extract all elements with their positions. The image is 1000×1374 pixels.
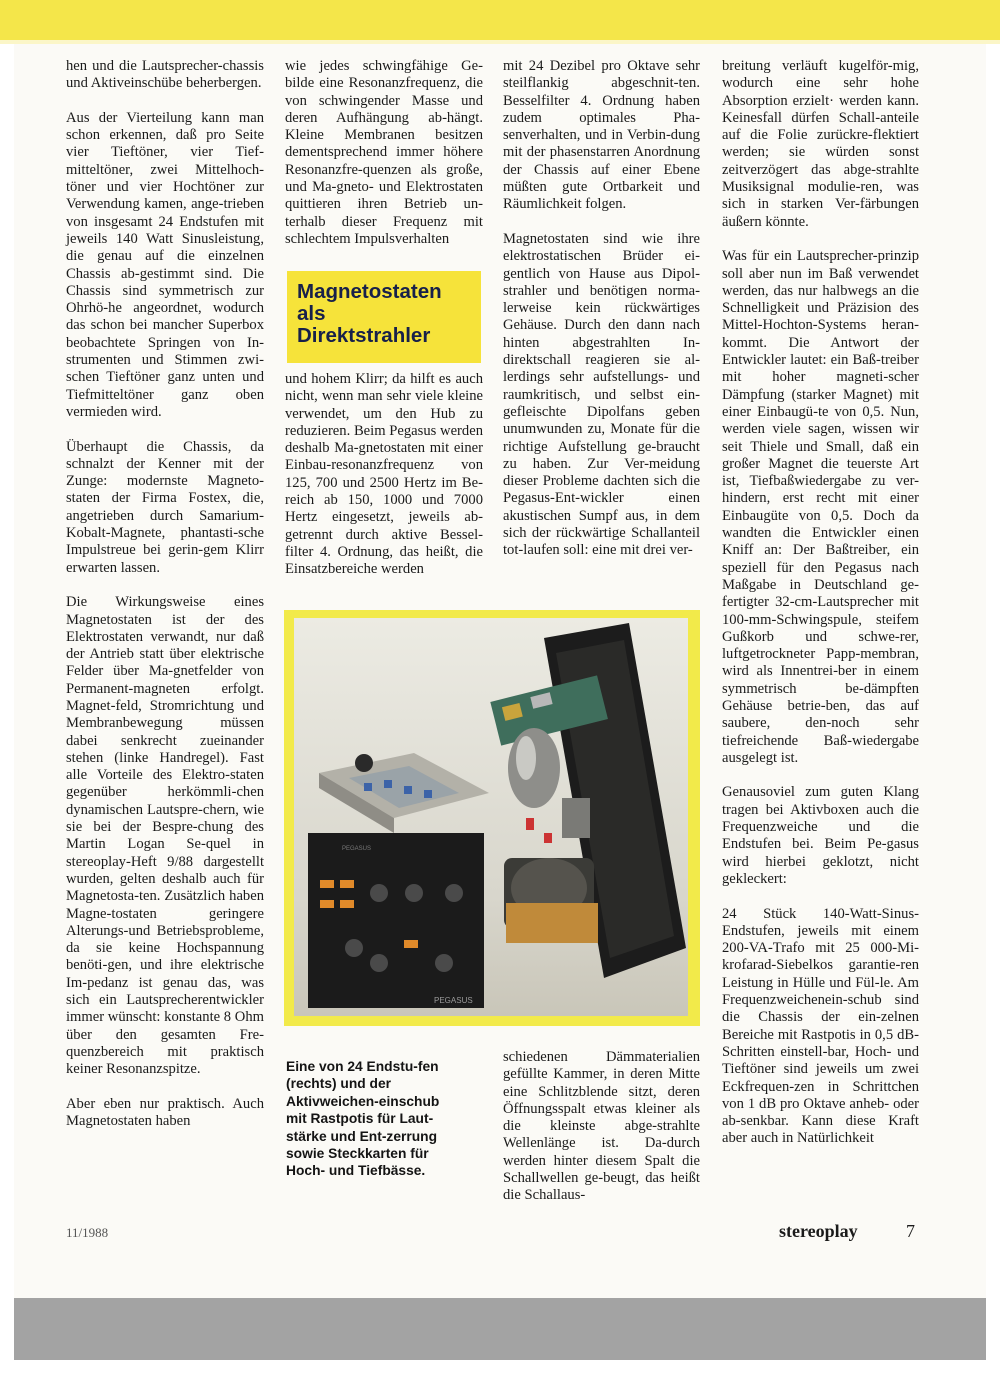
photo-caption: Eine von 24 Endstu-fen (rechts) und der Aktivweichen-einschub mit Rastpotis für Laut-stärke und Ent-zerrung sowie Steckkarten für Hoch- und Tiefbässe. (286, 1059, 440, 1179)
paragraph: Was für ein Lautsprecher-prinzip soll aber nun im Baß verwendet werden, das nur halbwegs an die Schnelligkeit und Präzision des Mittel-Hochton-Systems heran-kommt. Die Antwort der Entwickler lautet: ein Baß-treiber mit hoher magneti-scher Dämpfung (starker Magnet) mit einer Einbaugü-te von 0,5. Nun, werden viele sagen, wissen wir seit Thiele und Small, daß ein großer Magnet die teuerste Art ist, Tiefbaßwiedergabe zu ver-hindern, erst recht mit einer Einbaugüte von 0,5. Doch da wandten die Entwickler einen Kniff an: Der Baßtreiber, ein speziell für den Pegasus nach Maßgabe in Deutschland ge-fertigter 32-cm-Lautsprecher mit 100-mm-Schwingspule, steifem Gußkorb und schwe-rer, luftgetrockneter Papp-membran, wird als Innentrei-ber in einem symmetrisch be-dämpften Gehäuse betrie-ben, das auf saubere, den-noch sehr tiefreichende Baß-wiedergabe ausgelegt ist. (722, 248, 919, 766)
paragraph: hen und die Lautsprecher-chassis und Aktiveinschübe beherbergen. (66, 58, 264, 92)
paragraph: 24 Stück 140-Watt-Sinus-Endstufen, jeweils mit einem 200-VA-Trafo mit 25 000-Mi-krofarad-Siebelkos garantie-ren Leistung in Hülle und Fül-le. Am Frequenzweichenein-schub sind die Chassis der ein-zelnen Bereiche mit Rastpotis in 0,5 dB-Schritten einstell-bar, Hoch- und Tieftöner sind jeweils um zwei Eckfrequen-zen in Schrittchen von 1 dB pro Oktave anheb- oder ab-senkbar. Kann diese Kraft aber auch in Natürlichkeit (722, 905, 919, 1147)
subheading-box (287, 271, 481, 363)
text-column-2-top (285, 58, 483, 266)
paragraph: mit 24 Dezibel pro Oktave sehr steilflankig abgeschnit-ten. Besselfilter 4. Ordnung haben zudem optimales Pha-senverhalten, und in Verbin-dung mit der phasenstarren Anordnung der Chassis auf einer Ebene müßten gute Ortbarkeit und Räumlichkeit folgen. (503, 58, 700, 213)
led-indicator (320, 880, 334, 888)
top-color-band (0, 0, 1000, 40)
subheading-line: als (297, 302, 326, 325)
product-photo (294, 618, 688, 1016)
paragraph: Magnetostaten sind wie ihre elektrostatischen Brüder ei-gentlich von Hause aus Dipol-strahler und benötigen norma-lerweise kein rückwärtiges Gehäuse. Durch den dann nach hinten abgestrahlten In-direktschall reagieren sie al-lerdings sehr aufstellungs- und raumkritisch, und selbst ein-gefleischte Dipolfans geben unumwunden zu, Monate für die richtige Aufstellung ge-braucht zu haben. Zur Ver-meidung dieser Probleme dachten sich die Pegasus-Ent-wickler einen akustischen Sumpf aus, in dem sich der rückwärtige Schallanteil tot-laufen soll: eine mit drei ver- (503, 230, 700, 559)
page-number: 7 (906, 1221, 915, 1241)
panel-brand-label: PEGASUS (434, 996, 473, 1005)
paragraph: Die Wirkungsweise eines Magnetostaten ist der des Elektrostaten verwandt, nur daß der Antrieb statt über elektrische Felder über Ma-gnetfelder von Permanent-magneten erfolgt. Magnet-feld, Stromrichtung und Membranbewegung müssen dabei senkrecht zueinander stehen (linke Handregel). Fast alle Vorteile des Elektro-staten gegenüber herkömmli-chen dynamischen Lautspre-chern, wie sie bei der Bespre-chung des Martin Logan Se-quel in stereoplay-Heft 9/88 dargestellt wurden, gelten deshalb auch für Magnetosta-ten. Zusätzlich haben Magne-tostaten geringere Alterungs-und Betriebsprobleme, da sie keine Hochspannung benöti-gen, und ihre elektrische Im-pedanz ist genau das, was sich ein Lautsprecherentwickler immer wünscht: konstante 8 Ohm über den gesamten Fre-quenzbereich mit praktisch keiner Resonanzspitze. (66, 594, 264, 1078)
text-column-2-bottom (285, 371, 483, 596)
paragraph: Überhaupt die Chassis, da schnalzt der Kenner mit der Zunge: modernste Magneto-staten der Firma Fostex, die, angetrieben durch Samarium-Kobalt-Magnete, phantasti-sche Impulstreue bei gerin-gem Klirr erwarten lassen. (66, 438, 264, 576)
paragraph: wie jedes schwingfähige Ge-bilde eine Resonanzfrequenz, die von schwingender Masse und deren Aufhängung ab-hängt. Kleine Membranen besitzen dementsprechend immer höhere Resonanzfre-quenzen als große, und Ma-gneto- und Elektrostaten quittieren ihren Betrieb un-terhalb dieser Frequenz mit schlechtem Impulsverhalten (285, 58, 483, 247)
paragraph: Aber eben nur praktisch. Auch Magnetostaten haben (66, 1095, 264, 1130)
crossover-front-panel (308, 833, 484, 1008)
paragraph: schiedenen Dämmaterialien gefüllte Kammer, in deren Mitte eine Schlitzblende sitzt, deren Öffnungsspalt etwas kleiner als die kleinste abge-strahlte Wellenlänge ist. Da-durch werden hinter diesem Spalt die Schallwellen ge-beugt, das heißt die Schallaus- (503, 1049, 700, 1204)
panel-header-label: PEGASUS (342, 846, 372, 852)
paragraph: und hohem Klirr; da hilft es auch nicht, wenn man sehr viele kleine verwendet, um den Hub zu reduzieren. Beim Pegasus werden deshalb Ma-gnetostaten mit einer Einbau-resonanzfrequenz von 125, 700 und 2500 Hertz im Be-reich ab 150, 1000 und 7000 Hertz eingesetzt, jeweils ab-getrennt durch aktive Bessel-filter 4. Ordnung, das heißt, die Einsatzbereiche werden (285, 371, 483, 578)
paragraph: Aus der Vierteilung kann man schon erkennen, daß pro Seite vier Tieftöner, vier Tief-mitteltöner, zwei Mittelhoch-töner und vier Hochtöner zur Verwendung kamen, ange-trieben von insgesamt 24 Endstufen mit jeweils 140 Watt Sinusleistung, die genau auf die einzelnen Chassis ab-gestimmt sind. Die Chassis sind symmetrisch zur Ohrhö-he angeordnet, wodurch das schon bei mancher Superbox beobachtete Springen von In-strumenten und Stimmen zwi-schen Tieftöner ganz unten und Tiefmitteltöner ganz oben vermieden wird. (66, 109, 264, 420)
bottom-gray-band (14, 1298, 986, 1360)
text-column-1 (66, 58, 264, 1148)
text-column-3 (503, 58, 700, 577)
subheading-line: Direktstrahler (297, 324, 431, 347)
text-column-4 (722, 58, 919, 1165)
amplifier-illustration (294, 618, 688, 1016)
text-column-3-bottom (503, 1049, 700, 1222)
paragraph: breitung verläuft kugelför-mig, wodurch eine sehr hohe Absorption erzielt· werden kann. Keinesfall dürfen Schall-anteile auf die Folie zurückre-flektiert werden; sie würden sonst zeitverzögert das abge-strahlte Musiksignal modulie-ren, was sich in starken Ver-färbungen äußern könnte. (722, 58, 919, 230)
paragraph: Genausoviel zum guten Klang tragen bei Aktivboxen auch die Frequenzweiche und die Endstufen bei. Beim Pe-gasus wird hierbei geklotzt, nicht gekleckert: (722, 784, 919, 887)
product-photo-frame (284, 610, 700, 1026)
rotary-knob (370, 884, 388, 902)
magazine-brand: stereoplay (779, 1221, 858, 1241)
subheading-line: Magnetostaten (297, 280, 442, 303)
issue-date: 11/1988 (66, 1225, 109, 1240)
